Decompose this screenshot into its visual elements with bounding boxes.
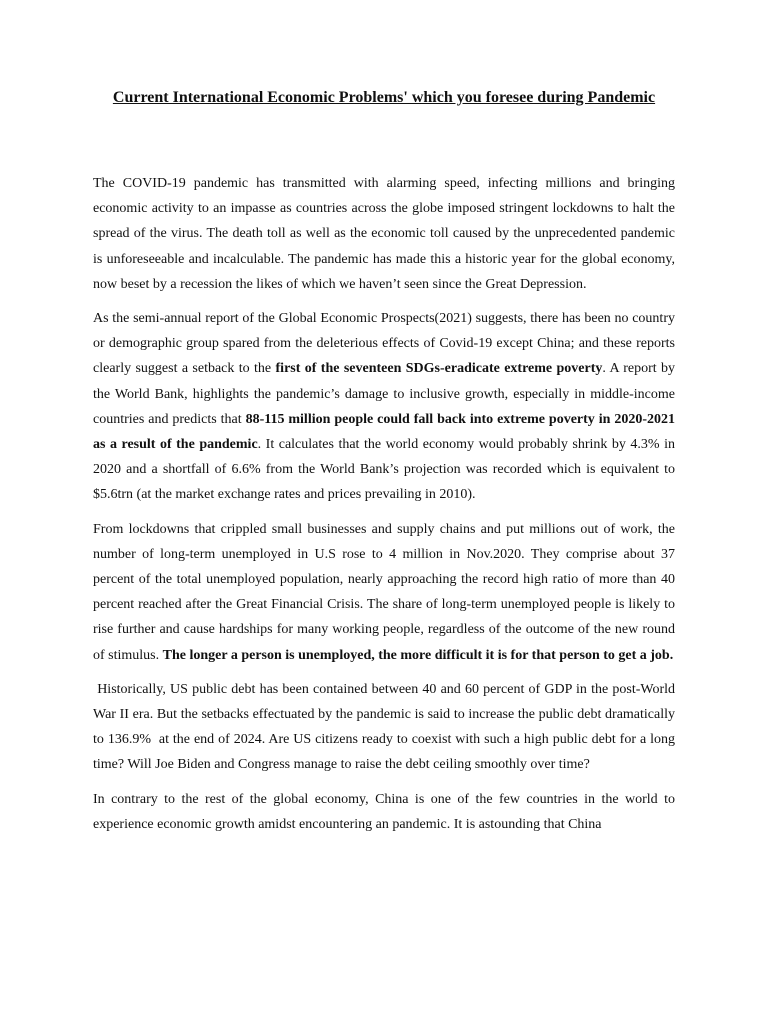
paragraph-5: In contrary to the rest of the global economy, China is one of the few countries in the world to experience economic growth amidst encountering an pandemic. It is astounding that China	[93, 791, 675, 832]
document-title: Current International Economic Problems' which you foresee during Pandemic	[112, 89, 656, 106]
paragraph-3-text-a: From lockdowns that crippled small businesses and supply chains and put millions out of work, the number of long-term unemployed in U.S rose to 4 million in Nov.2020. They comprise about 37 percent of the total unemployed population, nearly approaching the record high ratio of more than 40 percent reached after the Great Financial Crisis. The share of long-term unemployed people is likely to rise further and cause hardships for many working people, regardless of the outcome of the new round of stimulus.	[93, 521, 675, 663]
paragraph-2-text-c: . A report by the World Bank, highlights the pandemic’s damage to inclusive growth, especially in middle-income countries and predicts that	[93, 361, 675, 427]
paragraph-2	[93, 306, 675, 508]
sdg-highlight: first of the seventeen SDGs-eradicate extreme poverty	[275, 361, 603, 377]
document-body	[93, 171, 679, 846]
paragraph-1: The COVID-19 pandemic has transmitted with alarming speed, infecting millions and bringing economic activity to an impasse as countries across the globe imposed stringent lockdowns to halt the spread of the virus. The death toll as well as the economic toll caused by the unprecedented pandemic is unforeseeable and incalculable. The pandemic has made this a historic year for the global economy, now beset by a recession the likes of which we haven’t seen since the Great Depression.	[93, 176, 675, 292]
paragraph-3	[93, 517, 675, 668]
paragraph-2-text-a: As the semi-annual report of the Global Economic Prospects(2021) suggests, there has been no country or demographic group spared from the deleterious effects of Covid-19 except China; and these reports clearly suggest a setback to the	[93, 311, 675, 377]
unemployment-highlight: The longer a person is unemployed, the more difficult it is for that person to get a job.	[162, 647, 674, 663]
paragraph-2-text-e: . It calculates that the world economy would probably shrink by 4.3% in 2020 and a shortfall of 6.6% from the World Bank’s projection was recorded which is equivalent to $5.6trn (at the market exchange rates and prices prevailing in 2010).	[93, 437, 675, 503]
paragraph-4: Historically, US public debt has been contained between 40 and 60 percent of GDP in the post-World War II era. But the setbacks effectuated by the pandemic is said to increase the public debt dramatically to 136.9% at the end of 2024. Are US citizens ready to coexist with such a high public debt for a long time? Will Joe Biden and Congress manage to raise the debt ceiling smoothly over time?	[93, 681, 679, 773]
poverty-highlight: 88-115 million people could fall back into extreme poverty in 2020-2021 as a result of the pandemic	[93, 411, 676, 453]
